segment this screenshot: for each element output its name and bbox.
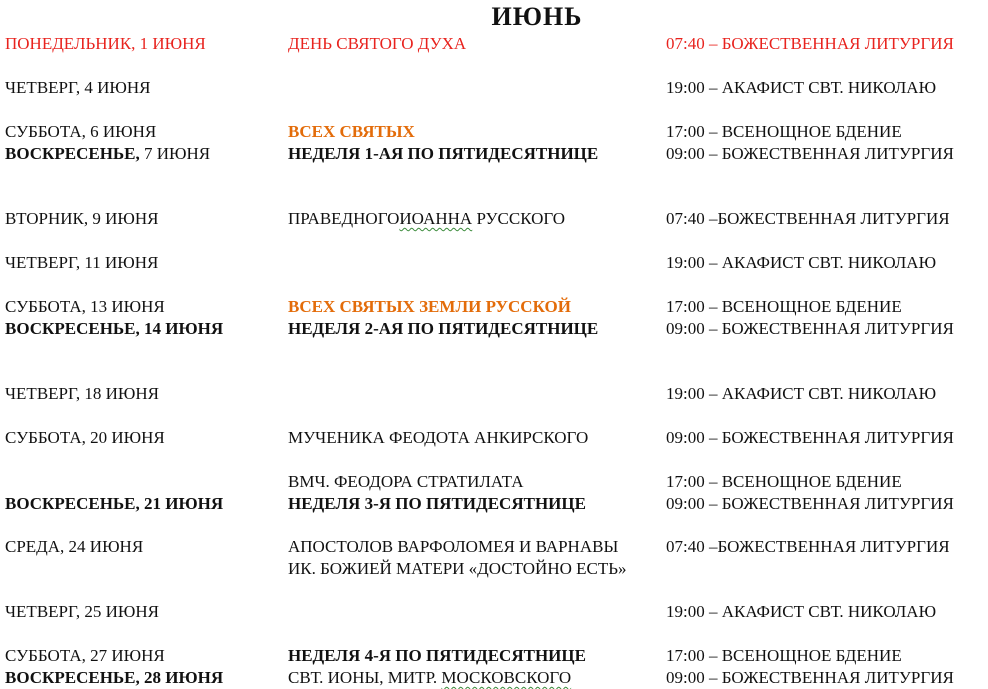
service-label: 09:00 – БОЖЕСТВЕННАЯ ЛИТУРГИЯ xyxy=(666,428,954,447)
day-label: ЧЕТВЕРГ, 25 ИЮНЯ xyxy=(5,602,160,621)
day-label: ВОСКРЕСЕНЬЕ, 14 ИЮНЯ xyxy=(5,319,224,338)
day-label: СУББОТА, 13 ИЮНЯ xyxy=(5,297,165,316)
feast-label: МУЧЕНИКА ФЕОДОТА АНКИРСКОГО xyxy=(288,428,589,447)
service-label: 07:40 –БОЖЕСТВЕННАЯ ЛИТУРГИЯ xyxy=(666,537,950,556)
service-label: 17:00 – ВСЕНОЩНОЕ БДЕНИЕ xyxy=(666,472,902,491)
day-label: СУББОТА, 20 ИЮНЯ xyxy=(5,428,165,447)
service-label: 09:00 – БОЖЕСТВЕННАЯ ЛИТУРГИЯ xyxy=(666,319,954,338)
service-label: 19:00 – АКАФИСТ СВТ. НИКОЛАЮ xyxy=(666,602,937,621)
service-label: 09:00 – БОЖЕСТВЕННАЯ ЛИТУРГИЯ xyxy=(666,144,954,163)
day-label: ЧЕТВЕРГ, 4 ИЮНЯ xyxy=(5,78,151,97)
day-label: СРЕДА, 24 ИЮНЯ xyxy=(5,537,144,556)
day-label: ВОСКРЕСЕНЬЕ, 21 ИЮНЯ xyxy=(5,494,224,513)
page-title: ИЮНЬ xyxy=(491,2,583,31)
day-label: ЧЕТВЕРГ, 18 ИЮНЯ xyxy=(5,384,160,403)
feast-label: НЕДЕЛЯ 2-АЯ ПО ПЯТИДЕСЯТНИЦЕ xyxy=(288,319,599,338)
day-label: ВТОРНИК, 9 ИЮНЯ xyxy=(5,209,159,228)
day-label: СУББОТА, 6 ИЮНЯ xyxy=(5,122,157,141)
feast-label: ВМЧ. ФЕОДОРА СТРАТИЛАТА xyxy=(288,472,524,491)
service-label: 17:00 – ВСЕНОЩНОЕ БДЕНИЕ xyxy=(666,646,902,665)
feast-label: ДЕНЬ СВЯТОГО ДУХА xyxy=(288,34,467,53)
feast-label: НЕДЕЛЯ 3-Я ПО ПЯТИДЕСЯТНИЦЕ xyxy=(288,494,586,513)
service-label: 17:00 – ВСЕНОЩНОЕ БДЕНИЕ xyxy=(666,297,902,316)
feast-part: РУССКОГО xyxy=(476,209,566,228)
feast-label: АПОСТОЛОВ ВАРФОЛОМЕЯ И ВАРНАВЫ xyxy=(288,537,619,556)
day-label: СУББОТА, 27 ИЮНЯ xyxy=(5,646,165,665)
feast-part: ПРАВЕДНОГО xyxy=(288,209,400,228)
feast-label: ВСЕХ СВЯТЫХ ЗЕМЛИ РУССКОЙ xyxy=(288,297,571,316)
feast-label: ВСЕХ СВЯТЫХ xyxy=(288,122,415,141)
day-weekday: ВОСКРЕСЕНЬЕ, xyxy=(5,144,140,163)
day-label: ПОНЕДЕЛЬНИК, 1 ИЮНЯ xyxy=(5,34,206,53)
day-label xyxy=(5,143,210,165)
service-label: 07:40 – БОЖЕСТВЕННАЯ ЛИТУРГИЯ xyxy=(666,34,954,53)
service-label: 17:00 – ВСЕНОЩНОЕ БДЕНИЕ xyxy=(666,122,902,141)
spellcheck-word: ИОАННА xyxy=(399,209,473,228)
service-label: 09:00 – БОЖЕСТВЕННАЯ ЛИТУРГИЯ xyxy=(666,668,954,687)
day-label: ВОСКРЕСЕНЬЕ, 28 ИЮНЯ xyxy=(5,668,224,687)
feast-label: НЕДЕЛЯ 1-АЯ ПО ПЯТИДЕСЯТНИЦЕ xyxy=(288,144,599,163)
service-label: 09:00 – БОЖЕСТВЕННАЯ ЛИТУРГИЯ xyxy=(666,494,954,513)
day-label: ЧЕТВЕРГ, 11 ИЮНЯ xyxy=(5,253,159,272)
feast-part: СВТ. ИОНЫ, МИТР. xyxy=(288,668,438,687)
service-label: 19:00 – АКАФИСТ СВТ. НИКОЛАЮ xyxy=(666,253,937,272)
service-label: 07:40 –БОЖЕСТВЕННАЯ ЛИТУРГИЯ xyxy=(666,209,950,228)
day-date: 7 ИЮНЯ xyxy=(144,144,211,163)
service-label: 19:00 – АКАФИСТ СВТ. НИКОЛАЮ xyxy=(666,384,937,403)
feast-label xyxy=(288,667,571,689)
service-label: 19:00 – АКАФИСТ СВТ. НИКОЛАЮ xyxy=(666,78,937,97)
feast-label: НЕДЕЛЯ 4-Я ПО ПЯТИДЕСЯТНИЦЕ xyxy=(288,646,586,665)
spellcheck-word: МОСКОВСКОГО xyxy=(441,668,572,687)
feast-label: ИК. БОЖИЕЙ МАТЕРИ «ДОСТОЙНО ЕСТЬ» xyxy=(288,559,627,578)
feast-label xyxy=(288,208,565,230)
